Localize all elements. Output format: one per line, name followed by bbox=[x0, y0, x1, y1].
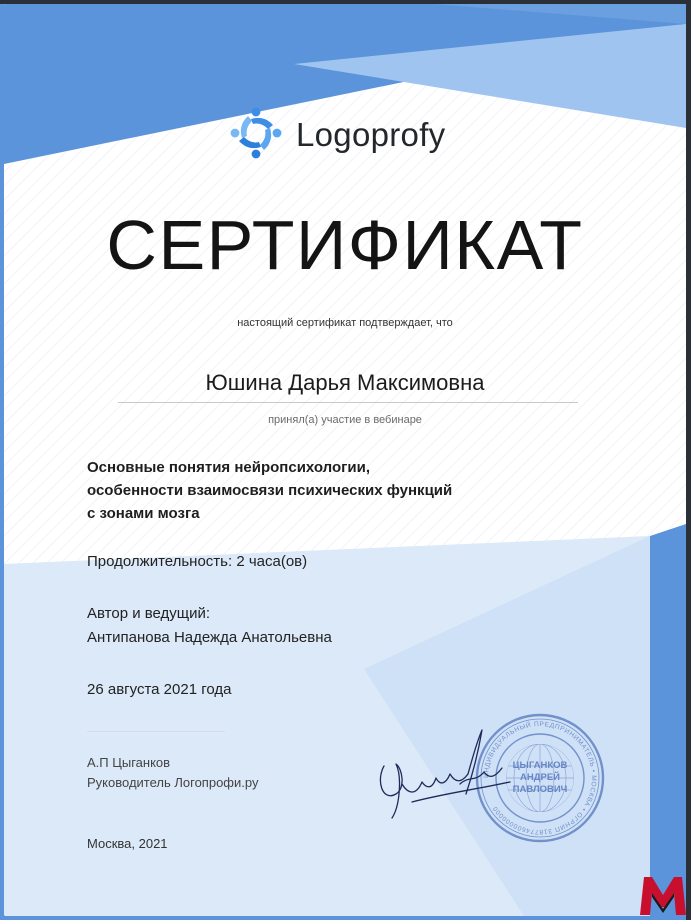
logo-brand-name: Logoprofy bbox=[296, 116, 446, 153]
certificate-date: 26 августа 2021 года bbox=[87, 681, 232, 698]
svg-text:АНДРЕЙ: АНДРЕЙ bbox=[520, 772, 560, 783]
city-year: Москва, 2021 bbox=[87, 836, 168, 851]
svg-text:ИНДИВИДУАЛЬНЫЙ ПРЕДПРИНИМАТЕЛЬ: ИНДИВИДУАЛЬНЫЙ ПРЕДПРИНИМАТЕЛЬ • МОСКВА • ОГРНИП 318774600000000 bbox=[482, 720, 598, 836]
logoprofy-logo bbox=[226, 103, 476, 165]
handwritten-signature bbox=[372, 724, 522, 824]
bottom-right-blue-band bbox=[650, 524, 686, 916]
certificate-title: СЕРТИФИКАТ bbox=[106, 206, 584, 284]
svg-text:ПАВЛОВИЧ: ПАВЛОВИЧ bbox=[512, 784, 568, 795]
participation-text: принял(а) участие в вебинаре bbox=[268, 414, 422, 426]
webinar-title-line: особенности взаимосвязи психических функций bbox=[87, 482, 453, 499]
author-name: Антипанова Надежда Анатольевна bbox=[87, 629, 332, 646]
signer-name: А.П Цыганков bbox=[87, 755, 171, 770]
webinar-title bbox=[87, 456, 452, 525]
webinar-title-line: с зонами мозга bbox=[87, 505, 200, 522]
signer-role: Руководитель Логопрофи.ру bbox=[87, 775, 259, 790]
svg-text:ЦЫГАНКОВ: ЦЫГАНКОВ bbox=[512, 760, 568, 771]
people-circle-logo-icon bbox=[226, 103, 286, 163]
recipient-name: Юшина Дарья Максимовна bbox=[205, 370, 485, 395]
author-label: Автор и ведущий: bbox=[87, 605, 211, 622]
certificate-sheet bbox=[4, 4, 686, 916]
certificate-subtitle: настоящий сертификат подтверждает, что bbox=[237, 317, 453, 329]
duration-text: Продолжительность: 2 часа(ов) bbox=[87, 553, 308, 570]
m-watermark-icon bbox=[638, 875, 686, 916]
window-frame-right bbox=[686, 0, 691, 920]
webinar-title-line: Основные понятия нейропсихологии, bbox=[87, 459, 371, 476]
recipient-underline bbox=[118, 402, 578, 403]
signature-divider bbox=[87, 731, 225, 732]
